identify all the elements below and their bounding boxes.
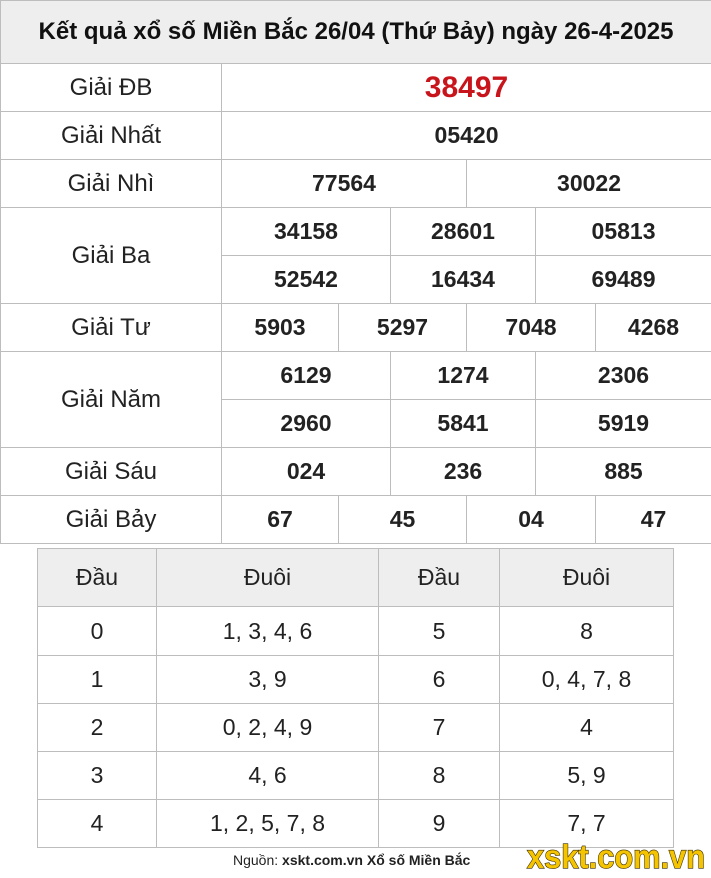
prize-number: 236 xyxy=(391,448,536,496)
prize-number: 05420 xyxy=(222,112,711,160)
dau-cell: 4 xyxy=(38,800,157,848)
dau-cell: 8 xyxy=(379,752,500,800)
prize-number: 885 xyxy=(536,448,711,496)
prize-number: 05813 xyxy=(536,208,711,256)
prize-number: 7048 xyxy=(467,304,596,352)
duoi-cell: 0, 2, 4, 9 xyxy=(157,704,379,752)
dau-cell: 5 xyxy=(379,607,500,656)
header-duoi: Đuôi xyxy=(157,549,379,607)
table-row xyxy=(38,607,674,656)
prize-number: 77564 xyxy=(222,160,467,208)
header-dau: Đầu xyxy=(379,549,500,607)
prize-number: 4268 xyxy=(596,304,711,352)
prize-number: 5297 xyxy=(339,304,467,352)
special-prize-number: 38497 xyxy=(222,64,711,112)
prize-number: 5841 xyxy=(391,400,536,448)
table-row xyxy=(38,752,674,800)
prize-label-nam: Giải Năm xyxy=(1,352,222,448)
prize-number: 45 xyxy=(339,496,467,544)
prize-label-db: Giải ĐB xyxy=(1,64,222,112)
duoi-cell: 3, 9 xyxy=(157,656,379,704)
dau-cell: 1 xyxy=(38,656,157,704)
table-row xyxy=(38,704,674,752)
prize-number: 16434 xyxy=(391,256,536,304)
dau-cell: 9 xyxy=(379,800,500,848)
prize-number: 2960 xyxy=(222,400,391,448)
dau-cell: 6 xyxy=(379,656,500,704)
dau-cell: 3 xyxy=(38,752,157,800)
table-row xyxy=(38,656,674,704)
prize-number: 52542 xyxy=(222,256,391,304)
source-credit xyxy=(233,852,470,868)
brand-logo-image xyxy=(525,838,707,878)
duoi-cell: 1, 2, 5, 7, 8 xyxy=(157,800,379,848)
duoi-cell: 8 xyxy=(500,607,674,656)
prize-label-bay: Giải Bảy xyxy=(1,496,222,544)
prize-label-sau: Giải Sáu xyxy=(1,448,222,496)
prize-number: 47 xyxy=(596,496,711,544)
duoi-cell: 7, 7 xyxy=(500,800,674,848)
prize-label-tu: Giải Tư xyxy=(1,304,222,352)
source-site: xskt.com.vn xyxy=(282,852,363,868)
prize-number: 5903 xyxy=(222,304,339,352)
prize-number: 024 xyxy=(222,448,391,496)
prize-number: 1274 xyxy=(391,352,536,400)
prize-number: 6129 xyxy=(222,352,391,400)
prize-label-ba: Giải Ba xyxy=(1,208,222,304)
prize-number: 28601 xyxy=(391,208,536,256)
prize-number: 2306 xyxy=(536,352,711,400)
page-title: Kết quả xổ số Miền Bắc 26/04 (Thứ Bảy) ngày 26-4-2025 xyxy=(1,1,711,64)
brand-logo-text: xskt.com.vn xyxy=(527,838,705,875)
source-prefix: Nguồn: xyxy=(233,852,283,868)
prize-label-nhat: Giải Nhất xyxy=(1,112,222,160)
prize-number: 67 xyxy=(222,496,339,544)
dau-cell: 0 xyxy=(38,607,157,656)
prize-number: 30022 xyxy=(467,160,711,208)
loto-table xyxy=(37,548,674,848)
prize-label-nhi: Giải Nhì xyxy=(1,160,222,208)
duoi-cell: 0, 4, 7, 8 xyxy=(500,656,674,704)
brand-logo xyxy=(525,838,707,878)
prize-number: 04 xyxy=(467,496,596,544)
prize-number: 69489 xyxy=(536,256,711,304)
header-duoi: Đuôi xyxy=(500,549,674,607)
duoi-cell: 4, 6 xyxy=(157,752,379,800)
dau-cell: 2 xyxy=(38,704,157,752)
source-suffix: Xổ số Miền Bắc xyxy=(362,852,471,868)
prize-number: 5919 xyxy=(536,400,711,448)
header-dau: Đầu xyxy=(38,549,157,607)
duoi-cell: 5, 9 xyxy=(500,752,674,800)
dau-cell: 7 xyxy=(379,704,500,752)
prize-number: 34158 xyxy=(222,208,391,256)
duoi-cell: 4 xyxy=(500,704,674,752)
duoi-cell: 1, 3, 4, 6 xyxy=(157,607,379,656)
